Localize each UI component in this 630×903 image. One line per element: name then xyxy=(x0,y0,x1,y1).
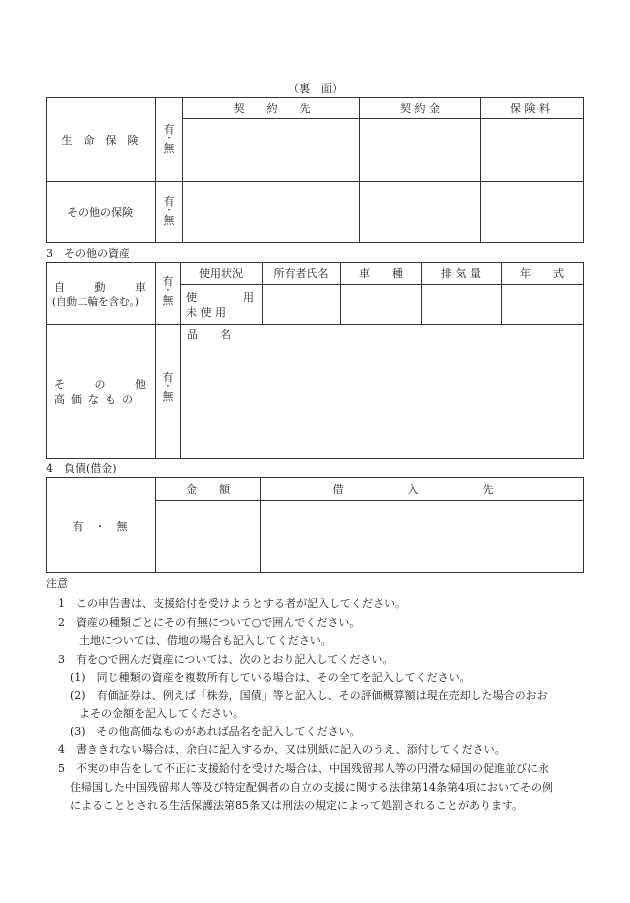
debt-amount-header: 金 額 xyxy=(186,483,230,496)
note-3-2-cont: よその金額を記入してください。 xyxy=(79,707,244,720)
note-3: 3 有を○で囲んだ資産については、次のとおり記入してください。 xyxy=(58,653,394,666)
lender-field[interactable] xyxy=(261,501,583,572)
other-insurance-amount-field[interactable] xyxy=(360,182,480,242)
vehicle-sublabel: (自動二輪を含む。) xyxy=(52,296,139,308)
owner-name-field[interactable] xyxy=(263,285,340,324)
life-insurance-contractor-field[interactable] xyxy=(183,119,359,181)
premium-header: 保 険 料 xyxy=(510,102,550,115)
item-name-field[interactable] xyxy=(181,343,583,458)
debt-yes-no[interactable]: 有 ・ 無 xyxy=(72,520,128,533)
contractor-header: 契 約 先 xyxy=(233,102,311,115)
note-5: 5 不実の申告をして不正に支援給付を受けた場合は、中国残留邦人等の円滑な帰国の促進並びに永 xyxy=(58,762,549,775)
note-5-cont-1: 住帰国した中国残留邦人等及び特定配偶者の自立の支援に関する法律第14条第4項においてその例 xyxy=(70,781,553,794)
vehicle-type-field[interactable] xyxy=(341,285,421,324)
other-insurance-contractor-field[interactable] xyxy=(183,182,359,242)
note-2: 2 資産の種類ごとにその有無について○で囲んでください。 xyxy=(58,616,361,629)
contract-amount-header: 契 約 金 xyxy=(400,102,440,115)
usage-status-header: 使用状況 xyxy=(199,267,243,280)
life-insurance-amount-field[interactable] xyxy=(360,119,480,181)
note-3-1: (1) 同じ種類の資産を複数所有している場合は、その全てを記入してください。 xyxy=(70,671,471,684)
item-name-label: 品 名 xyxy=(187,328,231,341)
note-1: 1 この申告書は、支援給付を受けようとする者が記入してください。 xyxy=(58,597,406,610)
lender-header: 借 入 先 xyxy=(332,483,508,496)
vehicle-type-header: 車 種 xyxy=(359,267,403,280)
section4-title: 4 負債(借金) xyxy=(46,462,117,475)
other-insurance-yes-no[interactable]: 有 ・ 無 xyxy=(163,195,175,227)
debt-amount-field[interactable] xyxy=(156,501,260,572)
life-insurance-label: 生 命 保 険 xyxy=(61,134,139,147)
notes-heading: 注意 xyxy=(46,577,68,590)
life-insurance-yes-no[interactable]: 有 ・ 無 xyxy=(163,123,175,155)
note-3-3: (3) その他高価なものがあれば品名を記入してください。 xyxy=(70,725,361,738)
valuables-label: そ の 他 xyxy=(54,378,146,391)
life-insurance-premium-field[interactable] xyxy=(481,119,583,181)
note-5-cont-2: によることとされる生活保護法第85条又は刑法の規定によって処罰されることがあります。 xyxy=(70,799,524,812)
page-heading: （裏 面） xyxy=(288,82,343,95)
note-4: 4 書ききれない場合は、余白に記入するか、又は別紙に記入のうえ、添付してください。 xyxy=(58,743,506,756)
vehicle-yes-no[interactable]: 有 ・ 無 xyxy=(162,275,174,307)
vehicle-label: 自 動 車 xyxy=(54,281,146,294)
displacement-field[interactable] xyxy=(422,285,501,324)
owner-name-header: 所有者氏名 xyxy=(273,267,329,280)
section3-title: 3 その他の資産 xyxy=(46,247,130,260)
valuables-sublabel: 高価なもの xyxy=(54,393,139,406)
note-2-detail: 土地については、借地の場合も記入してください。 xyxy=(79,634,332,647)
usage-not-in-use-option[interactable]: 未 使 用 xyxy=(186,306,226,319)
displacement-header: 排 気 量 xyxy=(441,267,481,280)
model-year-header: 年 式 xyxy=(520,267,564,280)
model-year-field[interactable] xyxy=(502,285,583,324)
other-insurance-label: その他の保険 xyxy=(67,206,133,219)
note-3-2: (2) 有価証券は、例えば「株券，国債」等と記入し、その評価概算額は現在売却した場合のおお xyxy=(70,689,548,702)
valuables-yes-no[interactable]: 有 ・ 無 xyxy=(162,371,174,403)
usage-in-use-option[interactable]: 使 用 xyxy=(186,291,254,304)
other-insurance-premium-field[interactable] xyxy=(481,182,583,242)
